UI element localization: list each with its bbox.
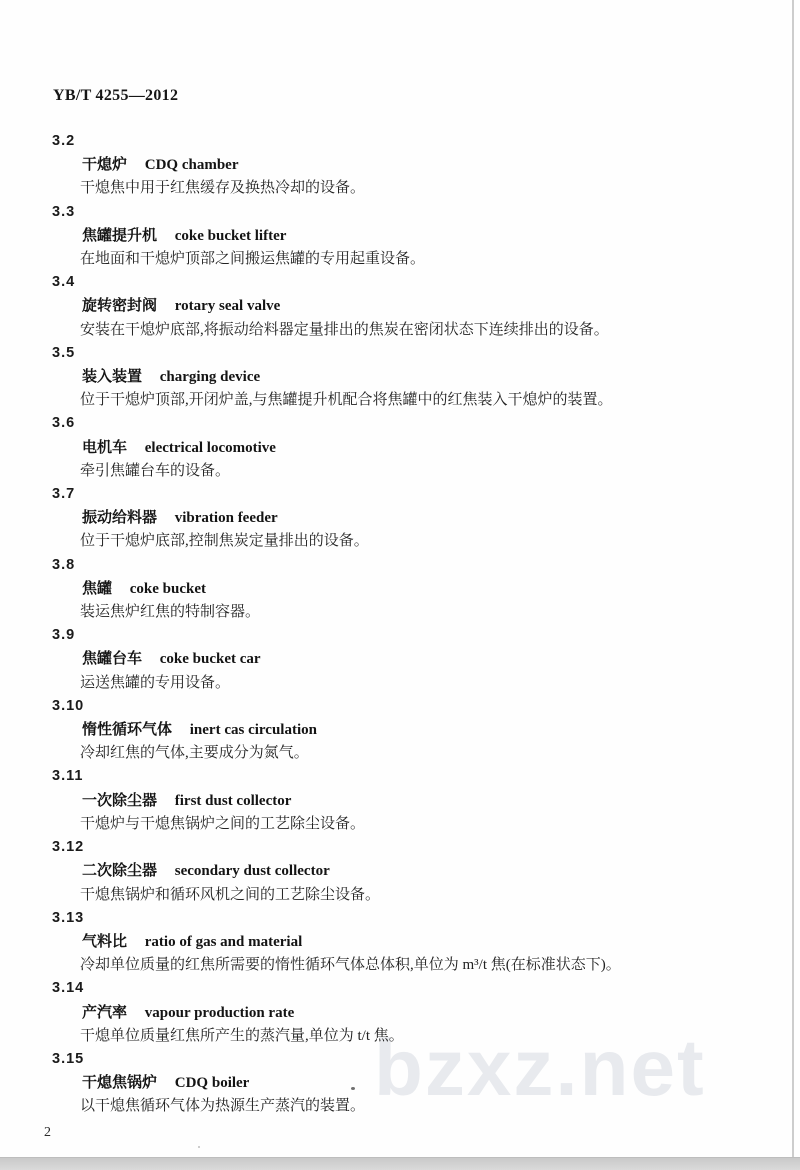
term-section-3-10 <box>0 695 800 766</box>
term-line <box>0 789 800 813</box>
term-definition: 装运焦炉红焦的特制容器。 <box>80 604 261 621</box>
term-en: vapour production rate <box>144 1004 295 1021</box>
page-content <box>0 86 800 1144</box>
clause-number: 3.2 <box>52 133 76 149</box>
term-en: coke bucket lifter <box>174 227 287 244</box>
term-en: first dust collector <box>174 792 292 809</box>
term-definition: 冷却单位质量的红焦所需要的惰性循环气体总体积,单位为 m³/t 焦(在标准状态下)。 <box>80 957 621 974</box>
clause-number: 3.4 <box>52 274 76 291</box>
term-en: coke bucket <box>129 580 207 597</box>
term-section-3-9 <box>0 624 800 695</box>
term-en: vibration feeder <box>174 510 278 527</box>
page-number: 2 <box>44 1124 51 1140</box>
terms-list <box>0 130 800 1119</box>
term-en: electrical locomotive <box>144 439 276 456</box>
clause-number: 3.10 <box>52 697 85 714</box>
term-definition: 以干熄焦循环气体为热源生产蒸汽的装置。 <box>80 1098 366 1115</box>
term-section-3-12 <box>0 836 800 907</box>
clause-number: 3.8 <box>52 556 76 573</box>
term-line <box>0 506 800 530</box>
term-line <box>0 647 800 671</box>
term-section-3-4 <box>0 271 800 342</box>
term-zh: 产汽率 <box>82 1003 128 1021</box>
term-definition: 位于干熄炉顶部,开闭炉盖,与焦罐提升机配合将焦罐中的红焦装入干熄炉的装置。 <box>80 392 613 409</box>
scan-edge-right <box>792 0 794 1170</box>
term-line <box>0 930 800 954</box>
term-section-3-7 <box>0 483 800 554</box>
clause-number: 3.12 <box>52 839 85 856</box>
standard-number-header: YB/T 4255—2012 <box>53 87 179 104</box>
clause-number: 3.5 <box>52 344 76 361</box>
term-definition: 干熄焦中用于红焦缓存及换热冷却的设备。 <box>80 180 366 197</box>
term-en: charging device <box>159 369 261 386</box>
term-definition: 冷却红焦的气体,主要成分为氮气。 <box>80 745 309 762</box>
term-section-3-14 <box>0 977 800 1048</box>
term-zh: 装入装置 <box>82 368 143 386</box>
term-zh: 旋转密封阀 <box>82 297 158 315</box>
clause-number: 3.13 <box>52 909 85 926</box>
term-zh: 焦罐台车 <box>82 650 143 668</box>
term-section-3-6 <box>0 412 800 483</box>
term-line <box>0 577 800 601</box>
term-line <box>0 224 800 248</box>
term-zh: 二次除尘器 <box>82 862 158 880</box>
term-definition: 运送焦罐的专用设备。 <box>80 674 231 691</box>
term-en: inert cas circulation <box>189 722 317 739</box>
term-zh: 焦罐 <box>82 579 113 597</box>
term-section-3-8 <box>0 554 800 625</box>
term-definition: 在地面和干熄炉顶部之间搬运焦罐的专用起重设备。 <box>80 251 426 268</box>
term-section-3-5 <box>0 342 800 413</box>
scan-speck <box>198 1146 200 1148</box>
term-line <box>0 1071 800 1095</box>
term-definition: 安装在干熄炉底部,将振动给料器定量排出的焦炭在密闭状态下连续排出的设备。 <box>80 321 609 338</box>
term-section-3-15 <box>0 1048 800 1119</box>
scan-edge-bottom <box>0 1157 800 1170</box>
term-zh: 干熄焦锅炉 <box>82 1074 158 1092</box>
term-zh: 惰性循环气体 <box>82 721 173 739</box>
term-section-3-13 <box>0 907 800 978</box>
term-zh: 一次除尘器 <box>82 791 158 809</box>
clause-number: 3.7 <box>52 486 76 503</box>
term-zh: 气料比 <box>82 932 128 950</box>
term-zh: 干熄炉 <box>82 156 128 174</box>
term-definition: 位于干熄炉底部,控制焦炭定量排出的设备。 <box>80 533 369 550</box>
term-section-3-3 <box>0 201 800 272</box>
term-definition: 牵引焦罐台车的设备。 <box>80 462 231 479</box>
clause-number: 3.15 <box>52 1050 85 1067</box>
term-zh: 电机车 <box>82 438 128 456</box>
term-zh: 焦罐提升机 <box>82 226 158 244</box>
term-line <box>0 436 800 460</box>
clause-number: 3.6 <box>52 415 76 432</box>
term-line <box>0 718 800 742</box>
clause-number: 3.11 <box>52 768 84 785</box>
term-en: coke bucket car <box>159 651 261 668</box>
term-en: CDQ chamber <box>144 157 239 174</box>
term-definition: 干熄单位质量红焦所产生的蒸汽量,单位为 t/t 焦。 <box>80 1027 404 1044</box>
clause-number: 3.3 <box>52 203 76 220</box>
term-zh: 振动给料器 <box>82 509 158 527</box>
term-en: CDQ boiler <box>174 1075 250 1092</box>
term-en: rotary seal valve <box>174 298 281 315</box>
term-line <box>0 1001 800 1025</box>
term-section-3-2 <box>0 130 800 201</box>
term-line <box>0 859 800 883</box>
term-en: ratio of gas and material <box>144 933 303 950</box>
term-line <box>0 365 800 389</box>
term-definition: 干熄炉与干熄焦锅炉之间的工艺除尘设备。 <box>80 815 366 832</box>
clause-number: 3.9 <box>52 627 76 644</box>
term-en: secondary dust collector <box>174 863 330 880</box>
term-section-3-11 <box>0 765 800 836</box>
term-definition: 干熄焦锅炉和循环风机之间的工艺除尘设备。 <box>80 886 381 903</box>
term-line <box>0 153 800 177</box>
clause-number: 3.14 <box>52 980 85 997</box>
scan-speck <box>351 1087 355 1090</box>
term-line <box>0 294 800 318</box>
watermark: bzxz.net <box>374 1023 706 1112</box>
